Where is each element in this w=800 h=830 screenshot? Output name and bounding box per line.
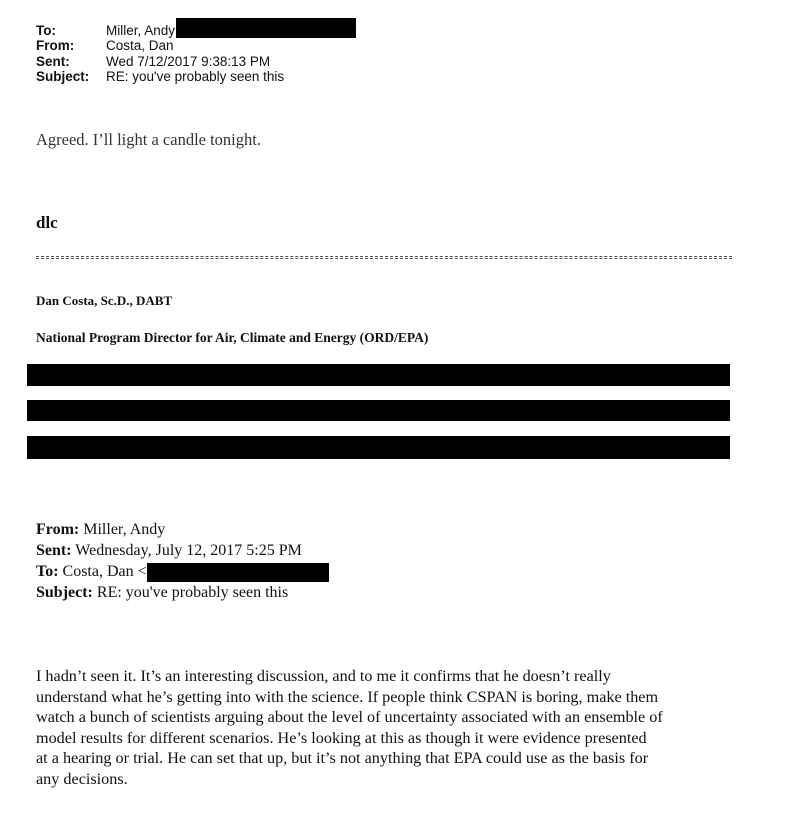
fwd-subject-value: RE: you've probably seen this bbox=[96, 584, 289, 601]
fwd-to-row bbox=[36, 561, 329, 582]
message-line: I hadn’t seen it. It’s an interesting discussion, and to me it confirms that he doesn’t really bbox=[36, 667, 611, 685]
sent-label: Sent: bbox=[36, 53, 70, 69]
header-subject-row bbox=[36, 69, 356, 85]
header-sent-row bbox=[36, 53, 356, 69]
redaction-bar bbox=[27, 436, 730, 459]
message-line: understand what he’s getting into with the science. If people think CSPAN is boring, make them bbox=[36, 687, 659, 706]
to-label: To: bbox=[36, 22, 56, 38]
header-from-row bbox=[36, 38, 356, 54]
message-body bbox=[36, 666, 736, 789]
message-line: model results for different scenarios. He’s looking at this as though it were evidence presented bbox=[36, 728, 647, 747]
signature-separator bbox=[36, 256, 732, 259]
from-value: Costa, Dan bbox=[106, 38, 174, 53]
message-line: watch a bunch of scientists arguing about the level of uncertainty associated with an ensemble of bbox=[36, 708, 663, 726]
fwd-from-label: From: bbox=[36, 521, 80, 538]
redaction-bar bbox=[176, 18, 356, 38]
reply-initials: dlc bbox=[36, 213, 58, 232]
sent-value: Wed 7/12/2017 9:38:13 PM bbox=[106, 53, 271, 69]
from-label: From: bbox=[36, 38, 75, 53]
forwarded-header bbox=[36, 519, 329, 603]
message-line: at a hearing or trial. He can set that up, but it’s not anything that EPA could use as the basis for bbox=[36, 749, 649, 767]
fwd-from-value: Miller, Andy bbox=[83, 521, 166, 538]
redaction-bar bbox=[147, 563, 329, 582]
subject-value: RE: you've probably seen this bbox=[106, 69, 285, 84]
signature-title: National Program Director for Air, Climate and Energy (ORD/EPA) bbox=[36, 330, 429, 345]
fwd-sent-value: Wednesday, July 12, 2017 5:25 PM bbox=[75, 542, 302, 559]
reply-text: Agreed. I’ll light a candle tonight. bbox=[36, 130, 261, 149]
redaction-bar bbox=[27, 364, 730, 386]
subject-label: Subject: bbox=[36, 69, 90, 84]
fwd-from-row bbox=[36, 519, 329, 540]
signature-name: Dan Costa, Sc.D., DABT bbox=[36, 293, 173, 308]
to-name: Miller, Andy bbox=[106, 22, 176, 38]
fwd-sent-label: Sent: bbox=[36, 542, 72, 559]
redaction-bar bbox=[27, 400, 730, 421]
message-line: any decisions. bbox=[36, 769, 128, 788]
fwd-subject-row bbox=[36, 582, 329, 603]
fwd-subject-label: Subject: bbox=[36, 584, 93, 601]
header-to-row bbox=[36, 22, 356, 38]
fwd-to-value: Costa, Dan < bbox=[62, 563, 147, 580]
email-header bbox=[36, 22, 356, 84]
fwd-to-label: To: bbox=[36, 563, 59, 580]
fwd-sent-row bbox=[36, 540, 329, 561]
to-value bbox=[106, 18, 356, 38]
